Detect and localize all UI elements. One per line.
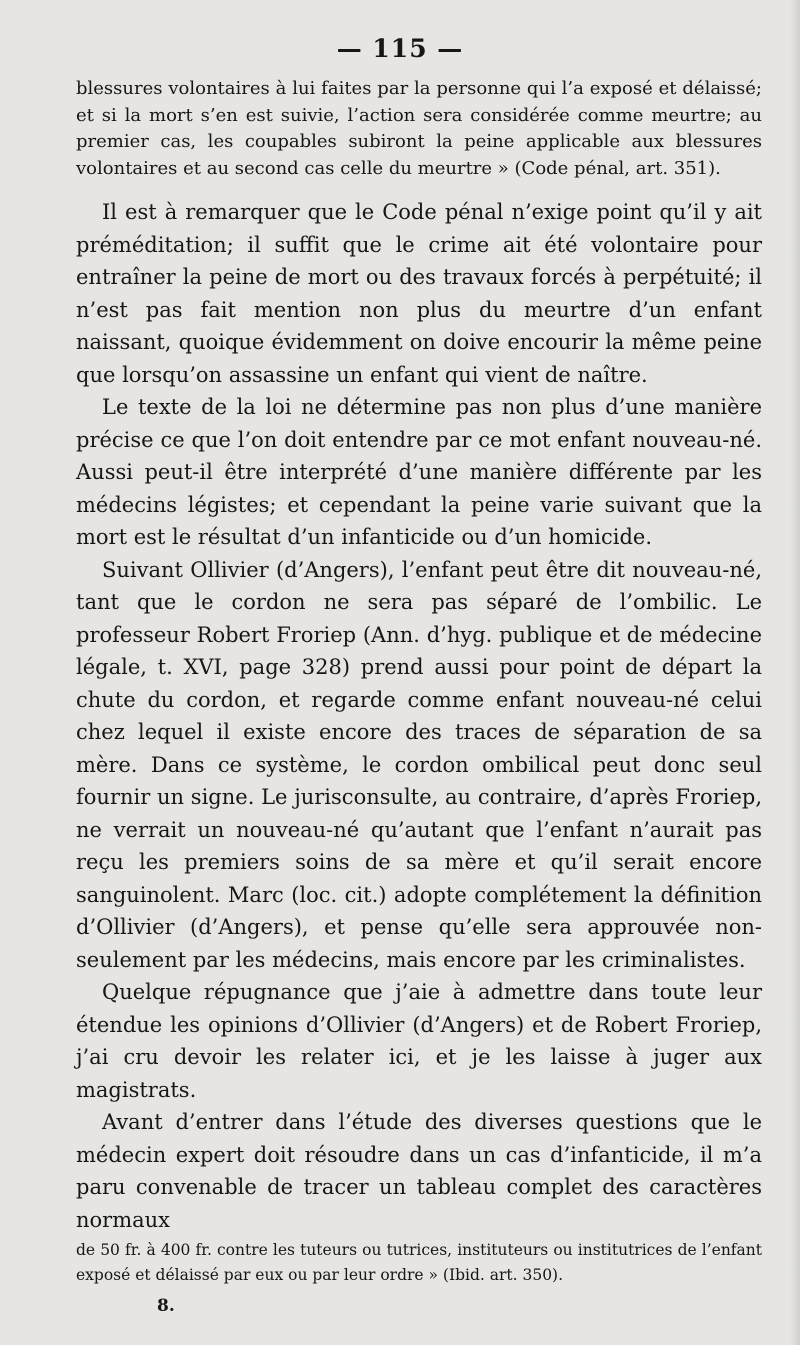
footnote: de 50 fr. à 400 fr. contre les tuteurs ou tutrices, instituteurs ou institutrices de l’enfant exposé et délaissé par eux ou par leur ordre » (Ibid. art. 350). [76,1241,762,1284]
page-number: — 115 — [336,34,464,63]
paragraph-definition: Le texte de la loi ne détermine pas non plus d’une manière précise ce que l’on doit entendre par ce mot enfant nouveau-né. Aussi peut-il être interprété d’une manière différente par les médecins légistes; et cependant la peine varie suivant que la mort est le résultat d’un infanticide ou d’un homicide. [76,395,762,549]
body-text [76,76,762,1236]
paragraph-continuation: blessures volontaires à lui faites par la personne qui l’a exposé et délaissé; et si la mort s’en est suivie, l’action sera considérée comme meurtre; au premier cas, les coupables subiront la peine applicable aux blessures volontaires et au second cas celle du meurtre » (Code pénal, art. 351). [76,78,762,179]
paragraph-opinions: Quelque répugnance que j’aie à admettre dans toute leur étendue les opinions d’Ollivier (d’Angers) et de Robert Froriep, j’ai cru devoir les relater ici, et je les laisse à juger aux magistrats. [76,980,762,1102]
paragraph-ollivier-froriep: Suivant Ollivier (d’Angers), l’enfant peut être dit nouveau-né, tant que le cordon ne sera pas séparé de l’ombilic. Le professeur Robert Froriep (Ann. d’hyg. publique et de médecine légale, t. XVI, page 328) prend aussi pour point de départ la chute du cordon, et regarde comme enfant nouveau-né celui chez lequel il existe encore des traces de séparation de sa mère. Dans ce système, le cordon ombilical peut donc seul fournir un signe. Le jurisconsulte, au contraire, d’après Froriep, ne verrait un nouveau-né qu’autant que l’enfant n’aurait pas reçu les premiers soins de sa mère et qu’il serait encore sanguinolent. Marc (loc. cit.) adopte complétement la définition d’Ollivier (d’Angers), et pense qu’elle sera approuvée non-seulement par les médecins, mais encore par les criminalistes. [76,557,762,972]
paragraph-study-intro: Avant d’entrer dans l’étude des diverses questions que le médecin expert doit résoudre dans un cas d’infanticide, il m’a paru convenable de tracer un tableau complet des caractères normaux [76,1110,762,1232]
signature-mark: 8. [157,1296,175,1316]
paragraph-premeditation: Il est à remarquer que le Code pénal n’exige point qu’il y ait préméditation; il suffit que le crime ait été volontaire pour entraîner la peine de mort ou des travaux forcés à perpétuité; il n’est pas fait mention non plus du meurtre d’un enfant naissant, quoique évidemment on doive encourir la même peine que lorsqu’on assassine un enfant qui vient de naître. [76,200,762,387]
scan-edge [790,0,800,1345]
